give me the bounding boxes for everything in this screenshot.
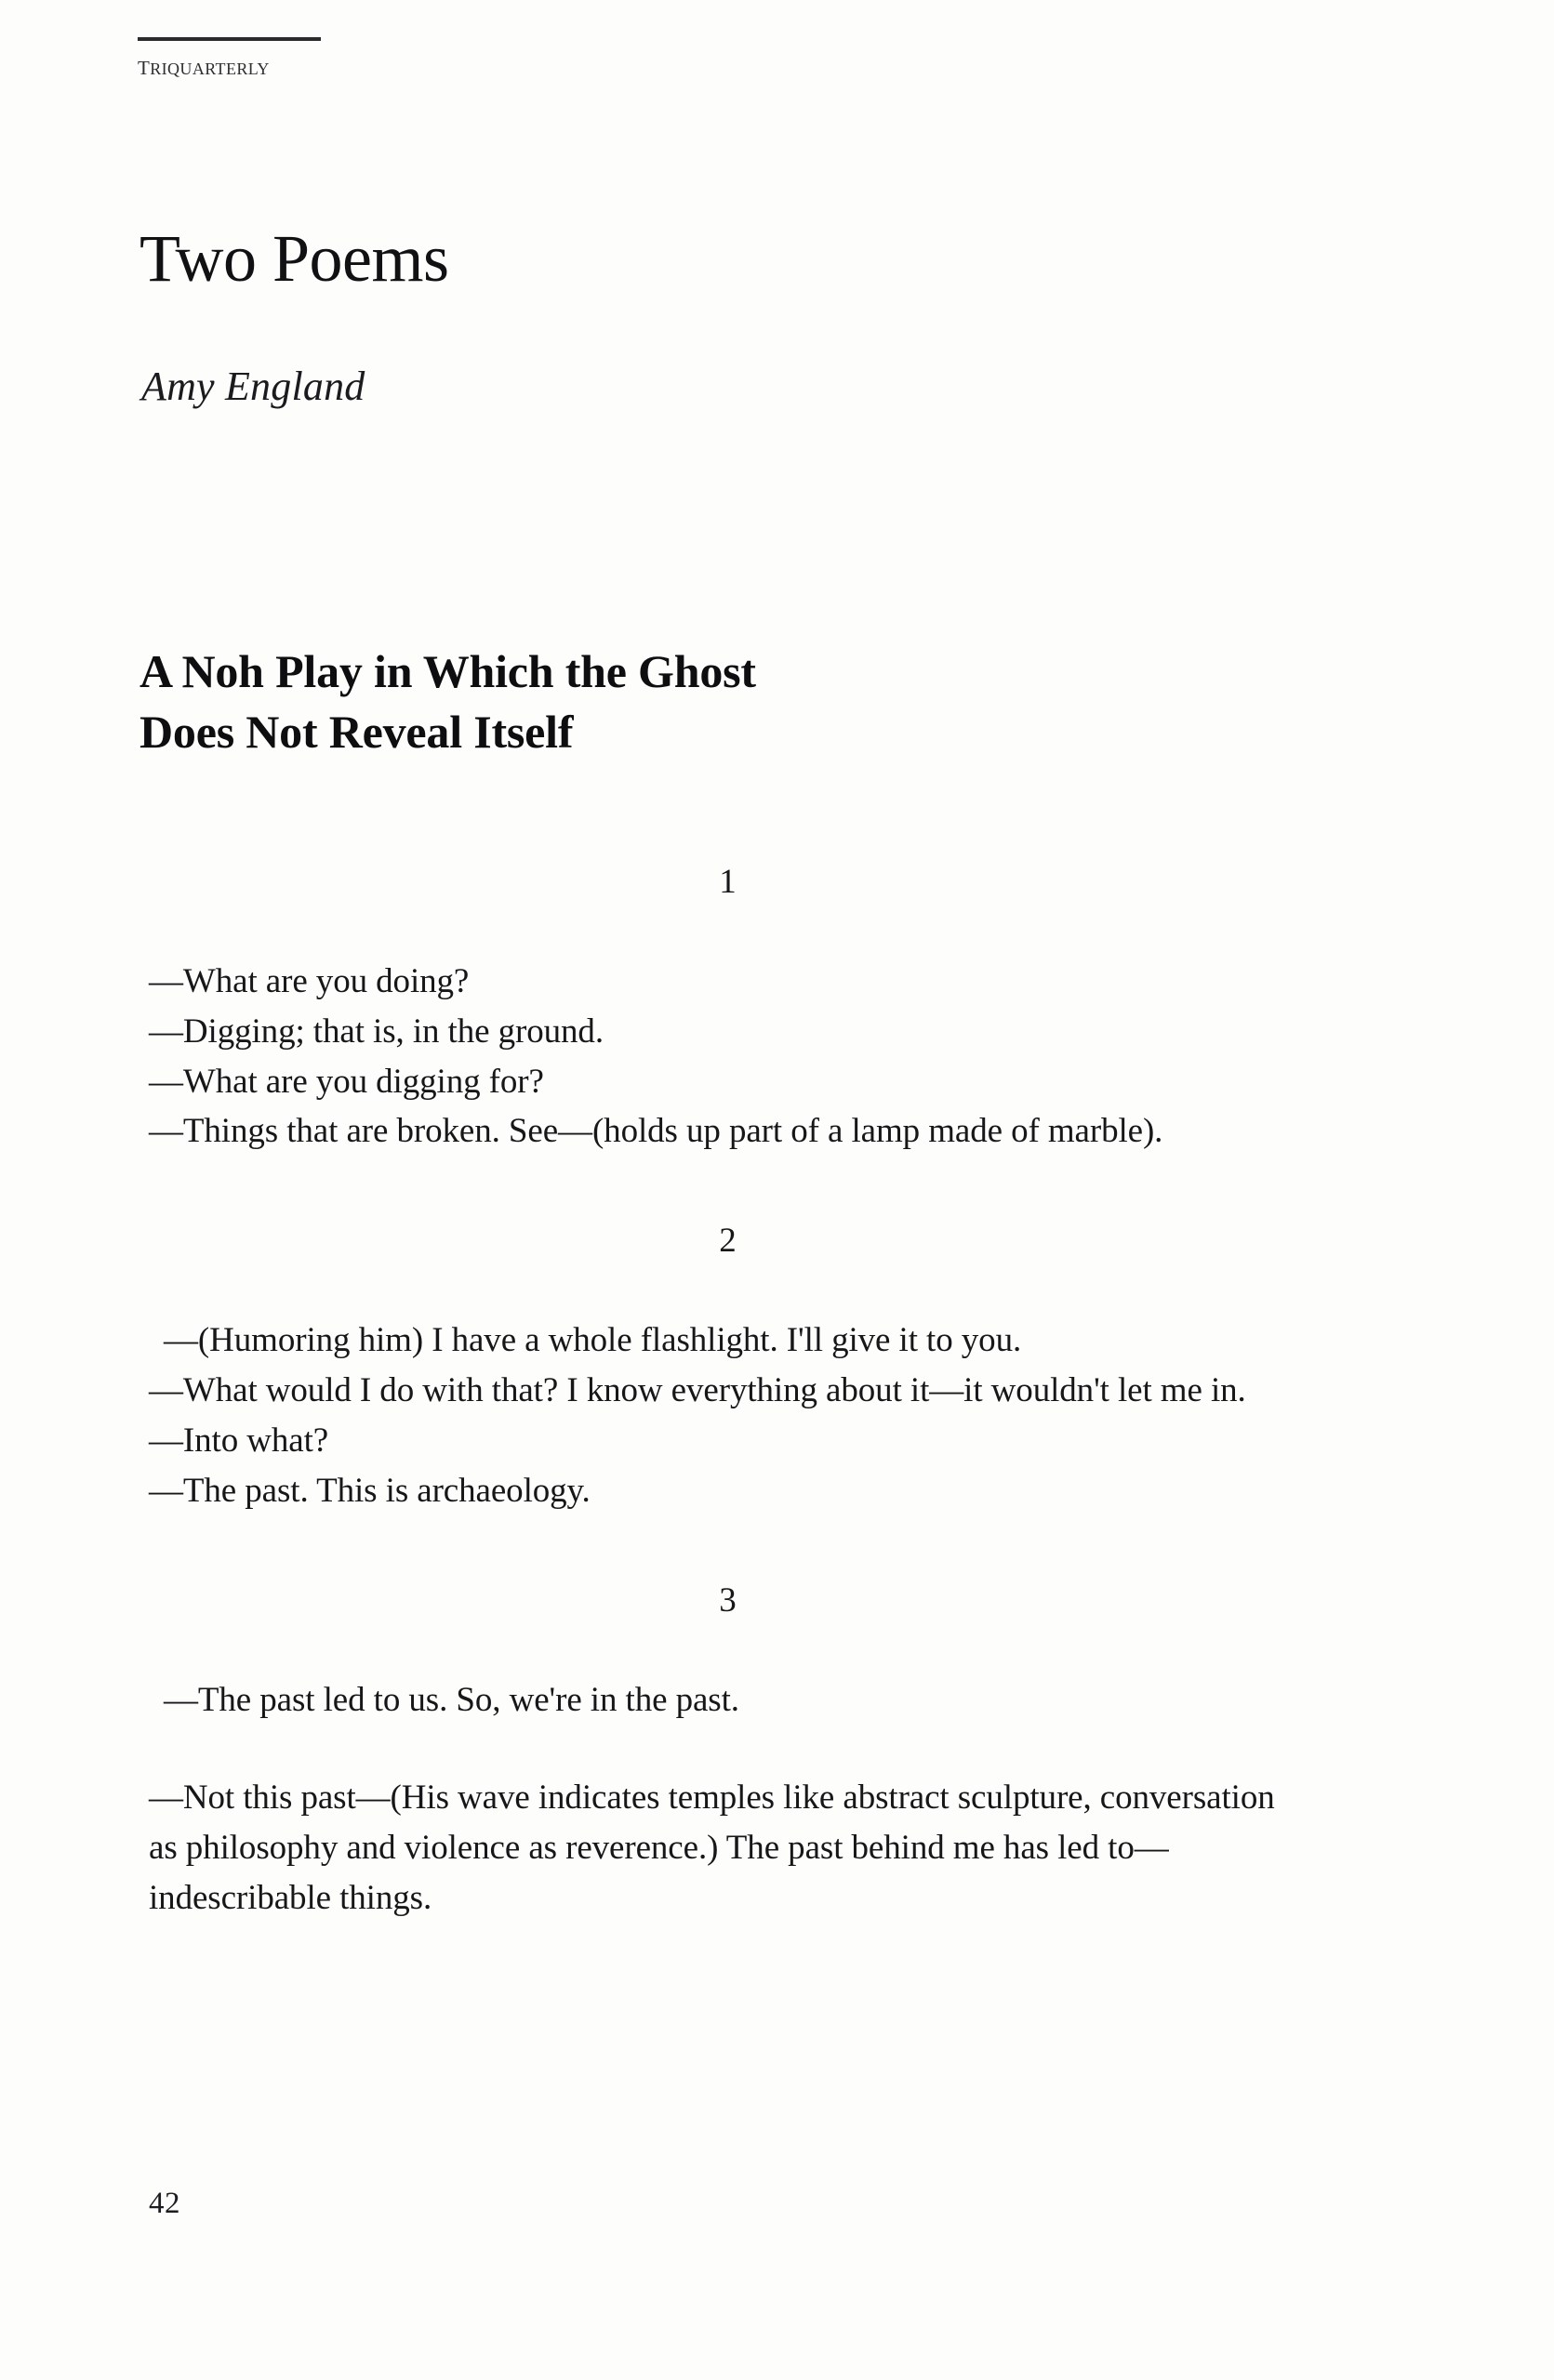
poem-paragraph: —Not this past—(His wave indicates temples like abstract sculpture, conversation as philosophy and violence as reverence.) The past behind me has led to—indescribable things. [149, 1778, 1283, 1918]
poem-section-3 [149, 1580, 1307, 1924]
poem-line: —Digging; that is, in the ground. [149, 1012, 604, 1051]
poem-section-1 [149, 865, 1307, 1157]
stanza-2 [149, 1316, 1307, 1515]
spacer [149, 1258, 1307, 1316]
spacer [149, 1725, 1307, 1773]
poem-paragraph: —The past led to us. So, we're in the past. [164, 1680, 739, 1719]
page-number: 42 [149, 2187, 180, 2220]
poem-line: —What would I do with that? I know everything about it—it wouldn't let me in. [149, 1371, 1246, 1410]
section-number-2: 2 [719, 1222, 737, 1261]
poem-line: —(Humoring him) I have a whole flashlight. I'll give it to you. [164, 1321, 1022, 1360]
stanza-3 [149, 1675, 1307, 1924]
section-number-3: 3 [719, 1580, 737, 1620]
poem-title-line-2: Does Not Reveal Itself [139, 706, 574, 758]
running-head [138, 37, 417, 82]
poem-line: —Into what? [149, 1421, 329, 1460]
poem-line: —Things that are broken. See—(holds up part of a lamp made of marble). [149, 1112, 1163, 1151]
spacer [149, 1157, 1307, 1223]
author-byline: Amy England [141, 364, 365, 409]
spacer [149, 1516, 1307, 1583]
poem-line: —What are you digging for? [149, 1062, 544, 1101]
poem-title [139, 641, 1255, 762]
spacer [149, 1618, 1307, 1675]
running-head-rule [138, 37, 321, 41]
spacer [149, 899, 1307, 957]
article-title: Two Poems [139, 221, 449, 296]
poem-line: —What are you doing? [149, 962, 470, 1000]
poem-title-line-1: A Noh Play in Which the Ghost [139, 645, 756, 697]
section-number-1: 1 [719, 863, 737, 901]
poem-body [149, 865, 1307, 1924]
running-head-label: triquarterly [138, 50, 270, 81]
poem-line: —The past. This is archaeology. [149, 1471, 591, 1510]
stanza-1 [149, 957, 1307, 1157]
poem-section-2 [149, 1223, 1307, 1515]
